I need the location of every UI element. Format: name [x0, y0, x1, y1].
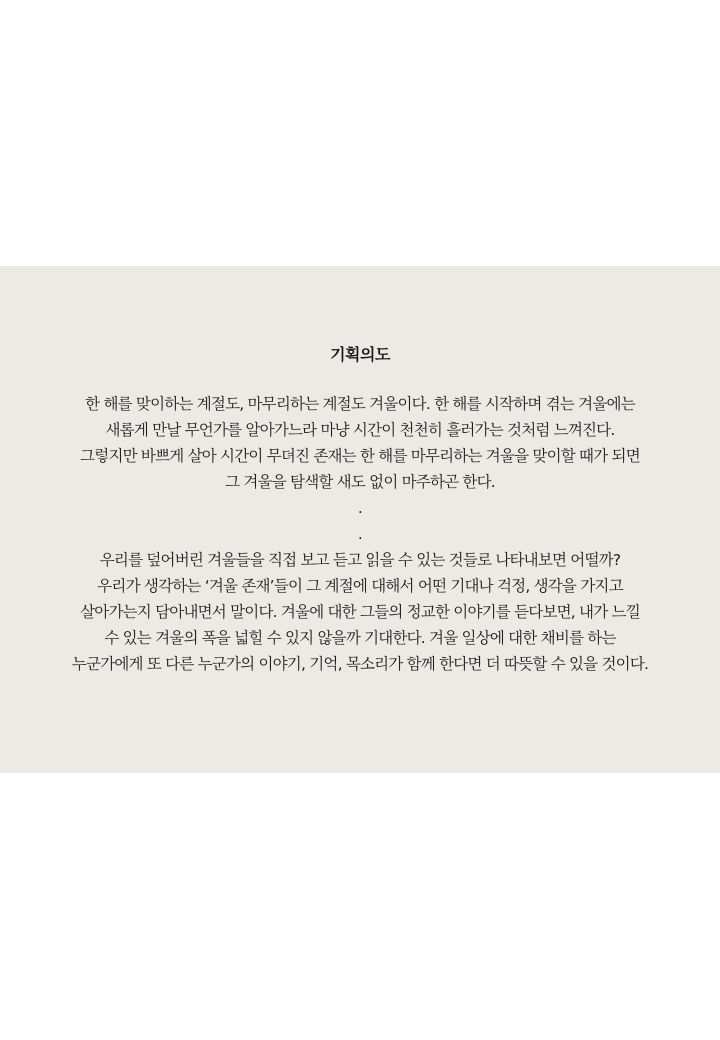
text-line: 누군가에게 또 다른 누군가의 이야기, 기억, 목소리가 함께 한다면 더 따뜻할 수 있을 것이다.	[71, 655, 649, 673]
text-line: 새롭게 만날 무언가를 알아가느라 마냥 시간이 천천히 흘러가는 것처럼 느껴진다.	[105, 421, 615, 439]
text-line: 살아가는지 담아내면서 말이다. 겨울에 대한 그들의 정교한 이야기를 듣다보면, 내가 느낄	[80, 603, 640, 621]
text-line: 그 겨울을 탐색할 새도 없이 마주하곤 한다.	[225, 473, 495, 491]
text-line-dot: .	[357, 499, 363, 517]
text-line: 우리를 덮어버린 겨울들을 직접 보고 듣고 읽을 수 있는 것들로 나타내보면 어떨까?	[99, 551, 621, 569]
text-line: 그렇지만 바쁘게 살아 시간이 무뎌진 존재는 한 해를 마무리하는 겨울을 맞이할 때가 되면	[80, 447, 640, 465]
text-line: 수 있는 겨울의 폭을 넓힐 수 있지 않을까 기대한다. 겨울 일상에 대한 채비를 하는	[104, 629, 616, 647]
text-line: 한 해를 맞이하는 계절도, 마무리하는 계절도 겨울이다. 한 해를 시작하며 겪는 겨울에는	[85, 395, 635, 413]
text-line: 우리가 생각하는 ‘겨울 존재’들이 그 계절에 대해서 어떤 기대나 걱정, 생각을 가지고	[97, 577, 623, 595]
intent-text	[20, 391, 700, 677]
intent-section	[0, 266, 720, 773]
section-title: 기획의도	[330, 345, 390, 364]
text-line-dot: .	[357, 525, 363, 543]
